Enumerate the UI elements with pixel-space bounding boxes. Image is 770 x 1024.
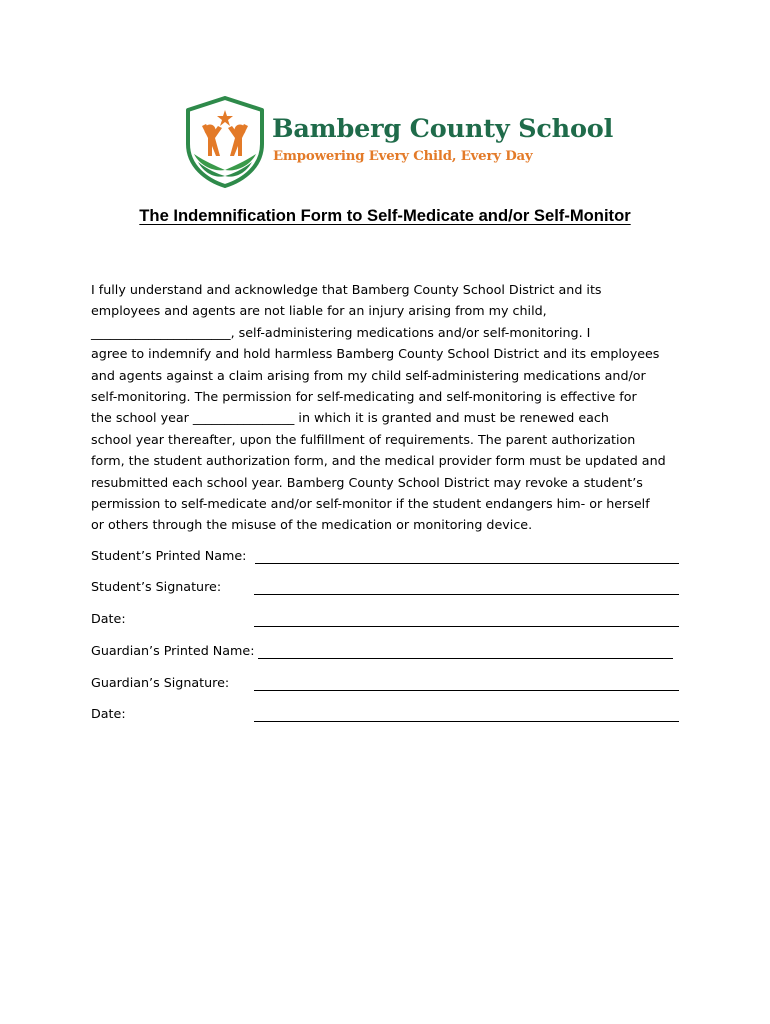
- paragraph-line: the school year ________________ in which it is granted and must be renewed each: [91, 410, 609, 426]
- paragraph-line: I fully understand and acknowledge that Bamberg County School District and its: [91, 282, 602, 297]
- school-logo: [182, 96, 614, 188]
- paragraph-line: school year thereafter, upon the fulfillment of requirements. The parent authorization: [91, 431, 636, 447]
- paragraph-line: form, the student authorization form, and the medical provider form must be updated and: [91, 453, 666, 469]
- paragraph-line: and agents against a claim arising from my child self-administering medications and/or: [91, 367, 646, 383]
- guardian-printed-name-label: Guardian’s Printed Name:: [91, 643, 255, 658]
- student-signature-field[interactable]: [91, 579, 681, 599]
- guardian-signature-field[interactable]: [91, 675, 681, 695]
- guardian-signature-label: Guardian’s Signature:: [91, 675, 230, 690]
- school-emblem-icon: [182, 96, 268, 188]
- paragraph-line: permission to self-medicate and/or self-monitor if the student endangers him- or herself: [91, 496, 650, 512]
- paragraph-line: ______________________, self-administering medications and/or self-monitoring. I: [91, 324, 591, 340]
- document-title: The Indemnification Form to Self-Medicate and/or Self-Monitor: [139, 206, 631, 225]
- guardian-date-line[interactable]: [254, 721, 679, 722]
- student-date-line[interactable]: [254, 626, 679, 627]
- student-date-field[interactable]: [91, 611, 681, 631]
- paragraph-line: self-monitoring. The permission for self-medicating and self-monitoring is effective for: [91, 389, 637, 405]
- paragraph-line: resubmitted each school year. Bamberg County School District may revoke a student’s: [91, 474, 643, 490]
- logo-school-name: Bamberg County School: [272, 114, 614, 144]
- logo-tagline: Empowering Every Child, Every Day: [273, 149, 533, 164]
- student-signature-line[interactable]: [254, 594, 679, 595]
- guardian-date-field[interactable]: [91, 706, 681, 726]
- paragraph-line: employees and agents are not liable for an injury arising from my child,: [91, 303, 547, 319]
- student-printed-name-field[interactable]: [91, 548, 681, 568]
- paragraph-line: or others through the misuse of the medication or monitoring device.: [91, 517, 533, 533]
- student-signature-label: Student’s Signature:: [91, 579, 222, 594]
- paragraph-line: agree to indemnify and hold harmless Bamberg County School District and its employees: [91, 346, 660, 362]
- guardian-printed-name-line[interactable]: [258, 658, 673, 659]
- student-printed-name-label: Student’s Printed Name:: [91, 548, 247, 563]
- student-printed-name-line[interactable]: [255, 563, 679, 564]
- student-date-label: Date:: [91, 611, 126, 626]
- guardian-date-label: Date:: [91, 706, 126, 721]
- guardian-signature-line[interactable]: [254, 690, 679, 691]
- indemnification-paragraph: [91, 279, 691, 536]
- guardian-printed-name-field[interactable]: [91, 643, 681, 663]
